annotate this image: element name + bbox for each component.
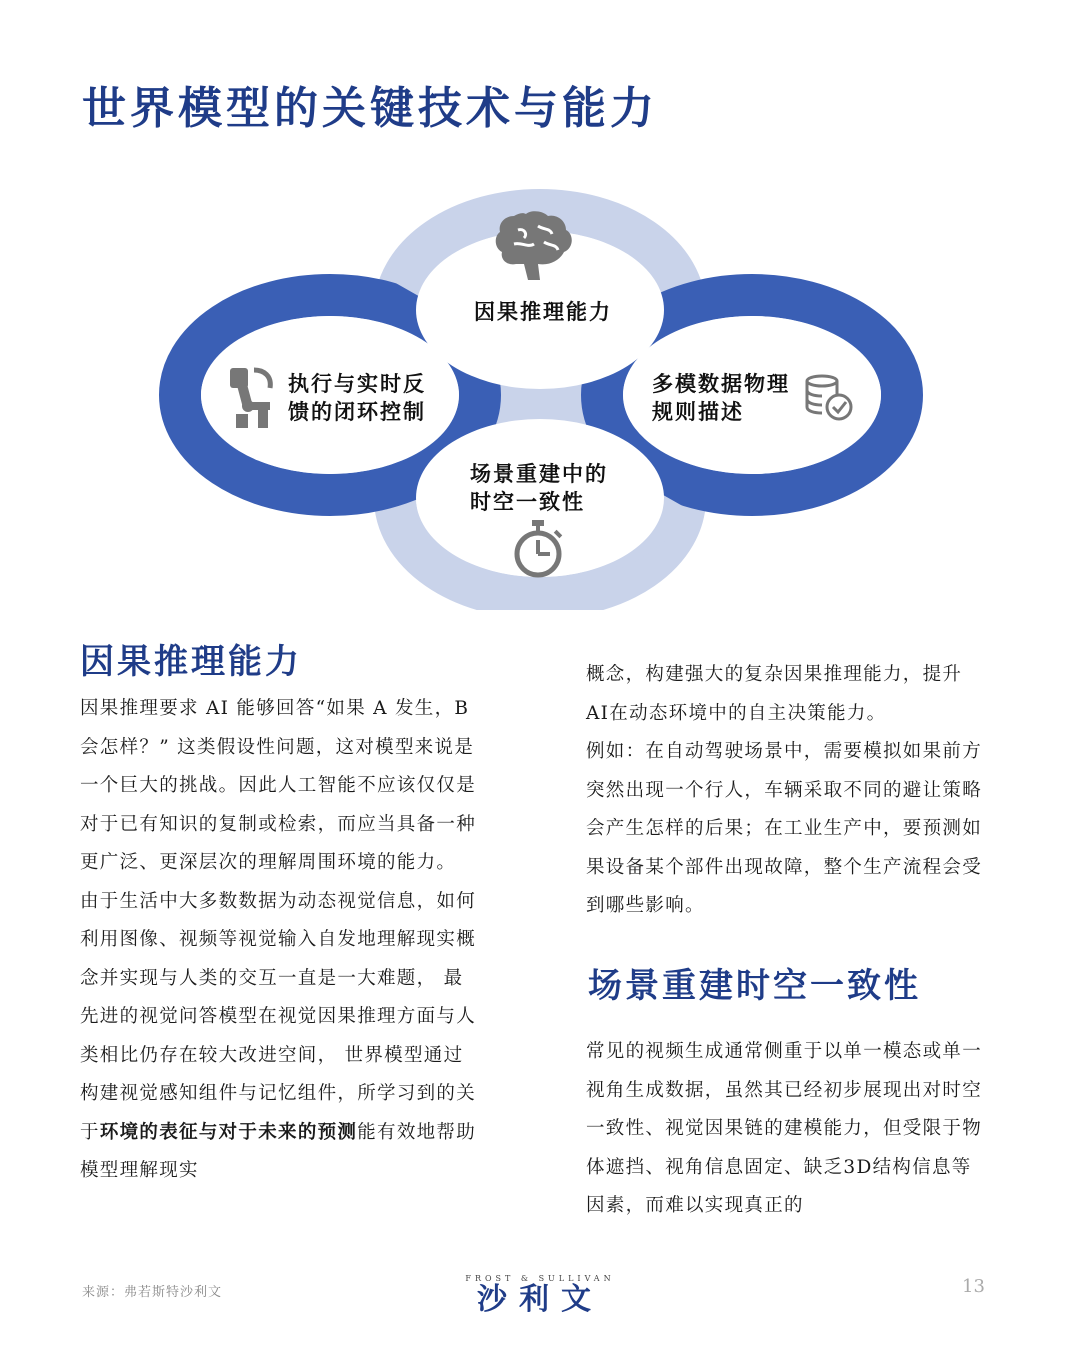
label-spatiotemporal xyxy=(470,460,608,516)
stopwatch-icon xyxy=(510,518,566,580)
database-check-icon xyxy=(804,374,854,422)
section1-paragraph-3: 概念，构建强大的复杂因果推理能力，提升AI在动态环境中的自主决策能力。 xyxy=(586,664,963,724)
right-column-lower xyxy=(586,1033,984,1226)
page-number: 13 xyxy=(962,1276,985,1297)
logo-small-text: FROST & SULLIVAN xyxy=(465,1274,615,1283)
label-multimodal-line2: 规则描述 xyxy=(652,399,744,424)
section1-paragraph-1: 因果推理要求 AI 能够回答“如果 A 发生，B 会怎样？” 这类假设性问题，这对模型来说是一个巨大的挑战。因此人工智能不应该仅仅是对于已有知识的复制或检索，而应当具备一种更广泛、更深层次的理解周围环境的能力。 xyxy=(80,698,477,873)
emphasis-text: 环境的表征与对于未来的预测 xyxy=(99,1121,358,1143)
frost-sullivan-logo xyxy=(440,1274,640,1317)
section1-heading: 因果推理能力 xyxy=(80,642,302,682)
label-closed-loop-line1: 执行与实时反 xyxy=(288,371,426,396)
label-multimodal-physics xyxy=(652,370,790,426)
robot-arm-icon xyxy=(228,366,278,432)
section2-paragraph-1: 常见的视频生成通常侧重于以单一模态或单一视角生成数据，虽然其已经初步展现出对时空一致性、视觉因果链的建模能力，但受限于物体遮挡、视角信息固定、缺乏3D结构信息等因素，而难以实现真正的 xyxy=(586,1041,983,1216)
capability-diagram xyxy=(0,170,1080,610)
brain-icon xyxy=(494,208,576,282)
label-causal-reasoning: 因果推理能力 xyxy=(474,299,612,324)
logo-main-text: 沙利文 xyxy=(477,1282,603,1317)
right-column xyxy=(586,656,984,926)
label-multimodal-line1: 多模数据物理 xyxy=(652,371,790,396)
page-title: 世界模型的关键技术与能力 xyxy=(82,83,658,134)
section1-paragraph-4: 例如：在自动驾驶场景中，需要模拟如果前方突然出现一个行人，车辆采取不同的避让策略会产生怎样的后果；在工业生产中，要预测如果设备某个部件出现故障，整个生产流程会受到哪些影响。 xyxy=(586,741,983,916)
label-spatiotemporal-line2: 时空一致性 xyxy=(470,489,585,514)
footer-source: 来源：弗若斯特沙利文 xyxy=(82,1285,223,1300)
section1-paragraph-2: 由于生活中大多数数据为动态视觉信息，如何利用图像、视频等视觉输入自发地理解现实概念并实现与人类的交互一直是一大难题， 最先进的视觉问答模型在视觉因果推理方面与人类相比仍存在较大改进空间， 世界模型通过构建视觉感知组件与记忆组件，所学习到的关于环境的表征与对于未来的预测能有效地帮助模型理解现实 xyxy=(80,890,477,1181)
left-column xyxy=(80,690,478,1191)
label-spatiotemporal-line1: 场景重建中的 xyxy=(470,461,608,486)
label-closed-loop-line2: 馈的闭环控制 xyxy=(288,399,426,424)
section2-heading: 场景重建时空一致性 xyxy=(588,966,921,1006)
label-closed-loop-control xyxy=(288,370,426,426)
